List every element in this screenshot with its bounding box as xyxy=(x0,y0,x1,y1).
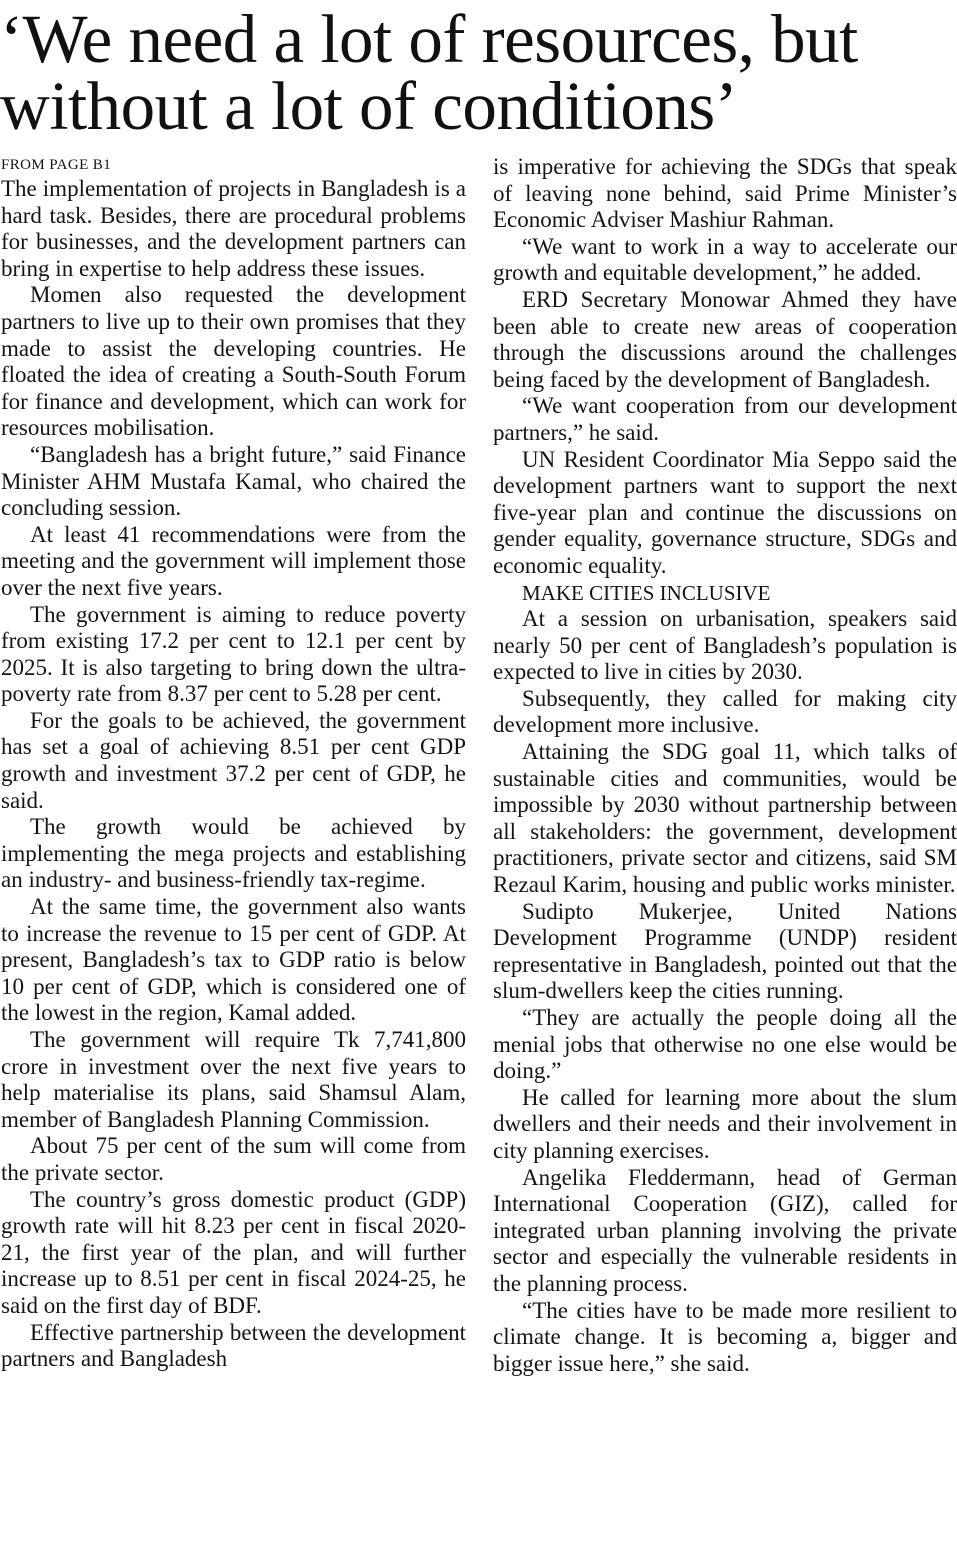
paragraph: “We want to work in a way to accelerate our growth and equitable development,” he added. xyxy=(493,233,957,286)
paragraph: UN Resident Coordinator Mia Seppo said the development partners want to support the next five-year plan and continue the discussions on gender equality, governance structure, SDGs and economic equality. xyxy=(493,446,957,578)
paragraph: At the same time, the government also wants to increase the revenue to 15 per cent of GDP. At present, Bangladesh’s tax to GDP ratio is below 10 per cent of GDP, which is considered one of the lowest in the region, Kamal added. xyxy=(1,894,466,1026)
paragraph: For the goals to be achieved, the government has set a goal of achieving 8.51 per cent GDP growth and investment 37.2 per cent of GDP, he said. xyxy=(1,707,466,813)
article-column-right xyxy=(493,154,957,1377)
paragraph: “The cities have to be made more resilient to climate change. It is becoming a, bigger and bigger issue here,” she said. xyxy=(493,1297,957,1376)
paragraph: The government will require Tk 7,741,800 crore in investment over the next five years to help materialise its plans, said Shamsul Alam, member of Bangladesh Planning Commission. xyxy=(1,1027,466,1132)
paragraph: He called for learning more about the slum dwellers and their needs and their involvement in city planning exercises. xyxy=(493,1084,957,1163)
paragraph: The growth would be achieved by implementing the mega projects and establishing an industry- and business-friendly tax-regime. xyxy=(1,814,466,893)
paragraph: At least 41 recommendations were from the meeting and the government will implement those over the next five years. xyxy=(1,521,466,600)
paragraph: The country’s gross domestic product (GDP) growth rate will hit 8.23 per cent in fiscal 2020-21, the first year of the plan, and will further increase up to 8.51 per cent in fiscal 2024-25, he said on the first day of BDF. xyxy=(1,1186,466,1318)
paragraph: Momen also requested the development partners to live up to their own promises that they made to assist the developing countries. He floated the idea of creating a South-South Forum for finance and development, which can work for resources mobilisation. xyxy=(1,282,466,441)
paragraph: Angelika Fleddermann, head of German International Cooperation (GIZ), called for integrated urban planning involving the private sector and especially the vulnerable residents in the planning process. xyxy=(493,1164,957,1296)
paragraph: Sudipto Mukerjee, United Nations Development Programme (UNDP) resident representative in Bangladesh, pointed out that the slum-dwellers keep the cities running. xyxy=(493,898,957,1004)
paragraph: Subsequently, they called for making city development more inclusive. xyxy=(493,685,957,738)
paragraph: The implementation of projects in Bangladesh is a hard task. Besides, there are procedural problems for businesses, and the development partners can bring in expertise to help address these issues. xyxy=(1,176,466,281)
paragraph: About 75 per cent of the sum will come from the private sector. xyxy=(1,1133,466,1185)
section-subhead: MAKE CITIES INCLUSIVE xyxy=(522,580,771,605)
paragraph: “We want cooperation from our development partners,” he said. xyxy=(493,393,957,445)
paragraph: Effective partnership between the development partners and Bangladesh xyxy=(1,1319,466,1372)
paragraph: ERD Secretary Monowar Ahmed they have been able to create new areas of cooperation through the discussions around the challenges being faced by the development of Bangladesh. xyxy=(493,286,957,392)
paragraph: Attaining the SDG goal 11, which talks of sustainable cities and communities, would be impossible by 2030 without partnership between all stakeholders: the government, development practitioners, private sector and citizens, said SM Rezaul Karim, housing and public works minister. xyxy=(493,739,957,898)
paragraph: At a session on urbanisation, speakers said nearly 50 per cent of Bangladesh’s population is expected to live in cities by 2030. xyxy=(493,606,957,685)
paragraph: “Bangladesh has a bright future,” said Finance Minister AHM Mustafa Kamal, who chaired the concluding session. xyxy=(1,441,466,521)
paragraph: The government is aiming to reduce poverty from existing 17.2 per cent to 12.1 per cent by 2025. It is also targeting to bring down the ultra-poverty rate from 8.37 per cent to 5.28 per cent. xyxy=(1,601,466,707)
jump-label: FROM PAGE B1 xyxy=(1,157,112,173)
paragraph-continuation: is imperative for achieving the SDGs that speak of leaving none behind, said Prime Minister’s Economic Adviser Mashiur Rahman. xyxy=(493,154,957,233)
article-column-left xyxy=(1,154,466,1373)
headline: ‘We need a lot of resources, but without a lot of conditions’ xyxy=(0,1,858,144)
paragraph: “They are actually the people doing all the menial jobs that otherwise no one else would be doing.” xyxy=(493,1005,957,1084)
